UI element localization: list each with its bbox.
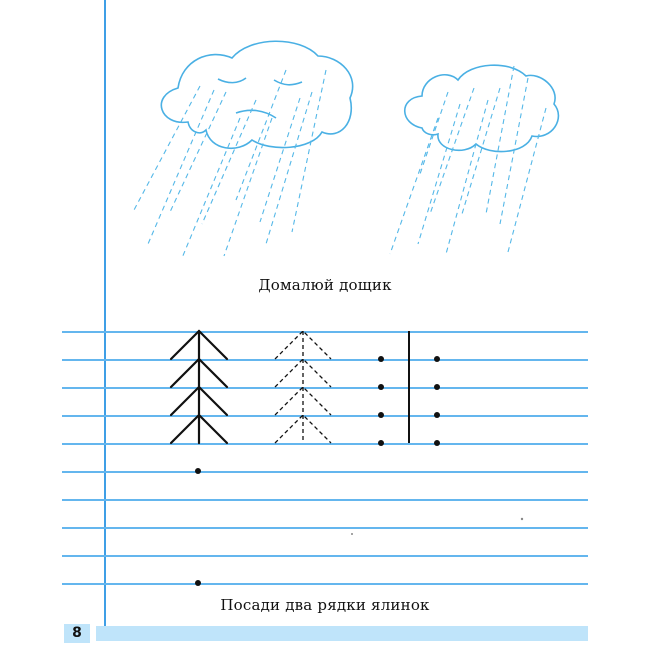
fir-tree-sample <box>171 331 227 443</box>
paper-specks <box>351 518 523 535</box>
fir-tree-dashed <box>275 331 331 443</box>
cloud-face <box>218 78 302 118</box>
rain-right <box>390 66 546 254</box>
cloud-left <box>161 41 352 148</box>
exercise-caption-rain: Домалюй дощик <box>258 276 392 294</box>
page-number: 8 <box>64 624 90 643</box>
exercise-caption-trees: Посади два рядки ялинок <box>220 596 430 614</box>
footer-band <box>96 626 588 641</box>
dot-guides <box>195 356 440 586</box>
cloud-right <box>405 65 559 151</box>
